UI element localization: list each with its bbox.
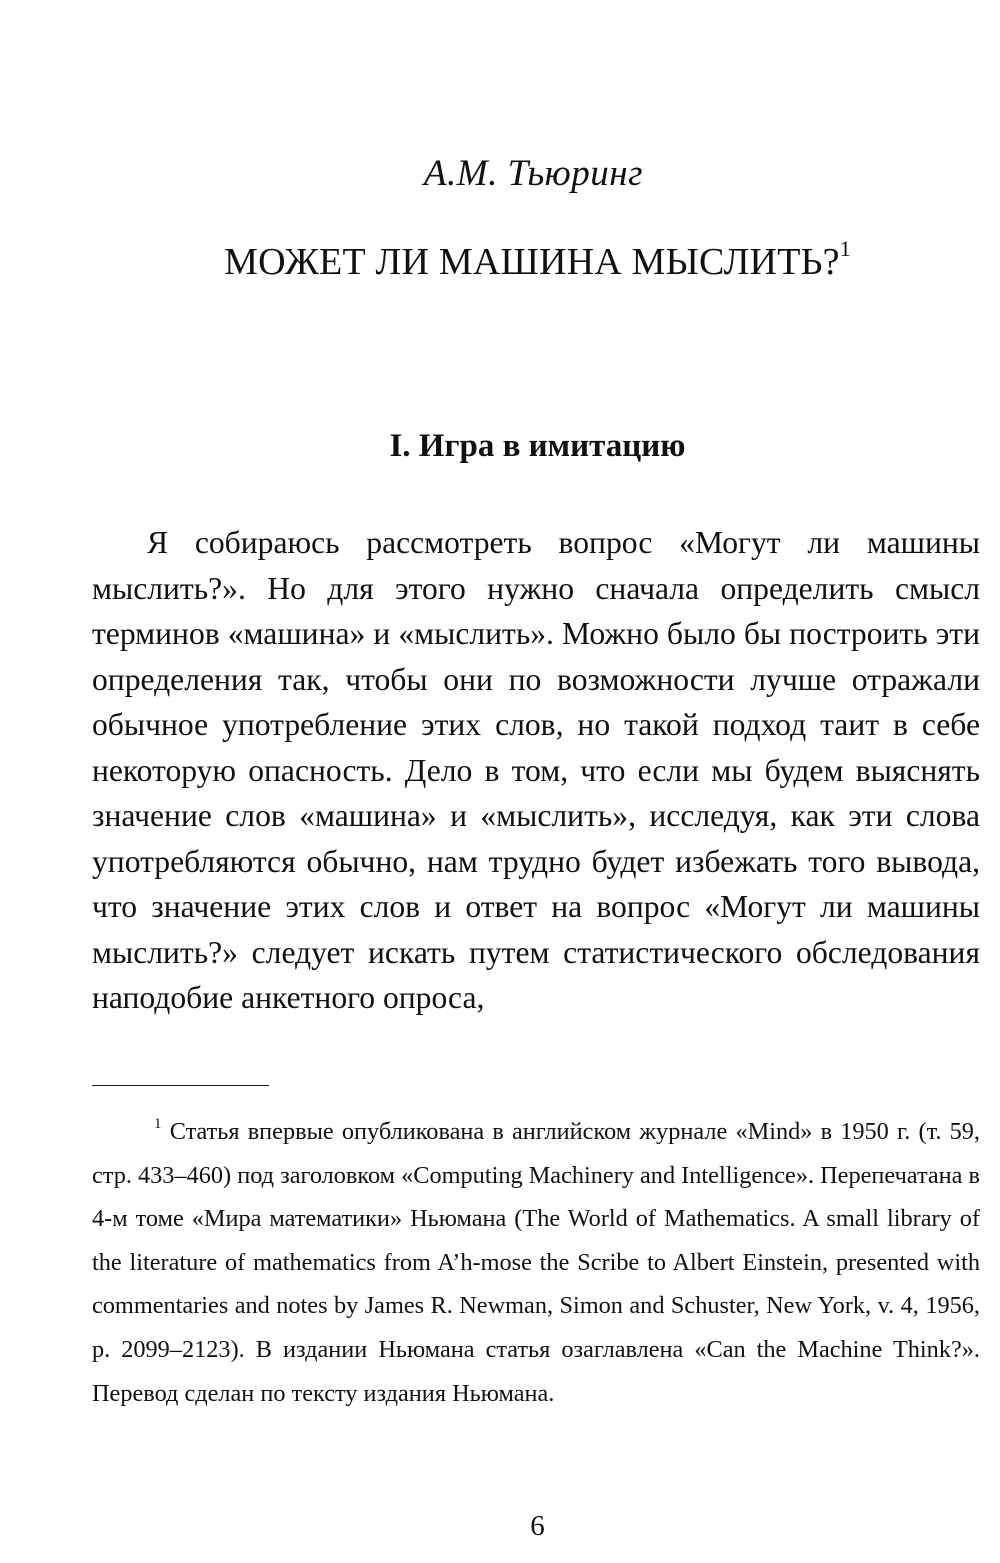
article-title-text: МОЖЕТ ЛИ МАШИНА МЫСЛИТЬ? bbox=[224, 241, 840, 283]
body-paragraph: Я собираюсь рассмотреть вопрос «Могут ли машины мыслить?». Но для этого нужно сначала определить смысл терминов «машина» и «мыслить». Можно было бы построить эти определения так, чтобы они по возможности лучше отражали обычное употребление этих слов, но такой подход таит в себе некоторую опасность. Дело в том, что если мы будем выяснять значение слов «машина» и «мыслить», исследуя, как эти слова употребляются обычно, нам трудно будет избежать того вывода, что значение этих слов и ответ на вопрос «Могут ли машины мыслить?» следует искать путем статистического обследования наподобие анкетного опроса, bbox=[92, 525, 980, 1015]
article-title bbox=[0, 236, 1000, 284]
page-number: 6 bbox=[530, 1510, 545, 1542]
footnote-marker: 1 bbox=[154, 1116, 162, 1132]
author-name: А.М. Тьюринг bbox=[423, 153, 644, 194]
section-heading: I. Игра в имитацию bbox=[389, 428, 686, 464]
footnote-text: Статья впервые опубликована в английском журнале «Mind» в 1950 г. (т. 59, стр. 433–460) под заголовком «Computing Machinery and Intelligence». Перепечатана в 4-м томе «Мира математики» Ньюмана (The World of Mathematics. A small library of the literature of mathematics from A’h-mose the Scribe to Albert Einstein, presented with commentaries and notes by James R. Newman, Simon and Schuster, New York, v. 4, 1956, p. 2099–2123). В издании Ньюмана статья озаглавлена «Can the Machine Think?». Перевод сделан по тексту издания Ньюмана. bbox=[92, 1118, 980, 1407]
title-footnote-marker: 1 bbox=[839, 236, 851, 262]
footnote-divider bbox=[92, 1085, 269, 1086]
footnote bbox=[92, 1105, 980, 1415]
